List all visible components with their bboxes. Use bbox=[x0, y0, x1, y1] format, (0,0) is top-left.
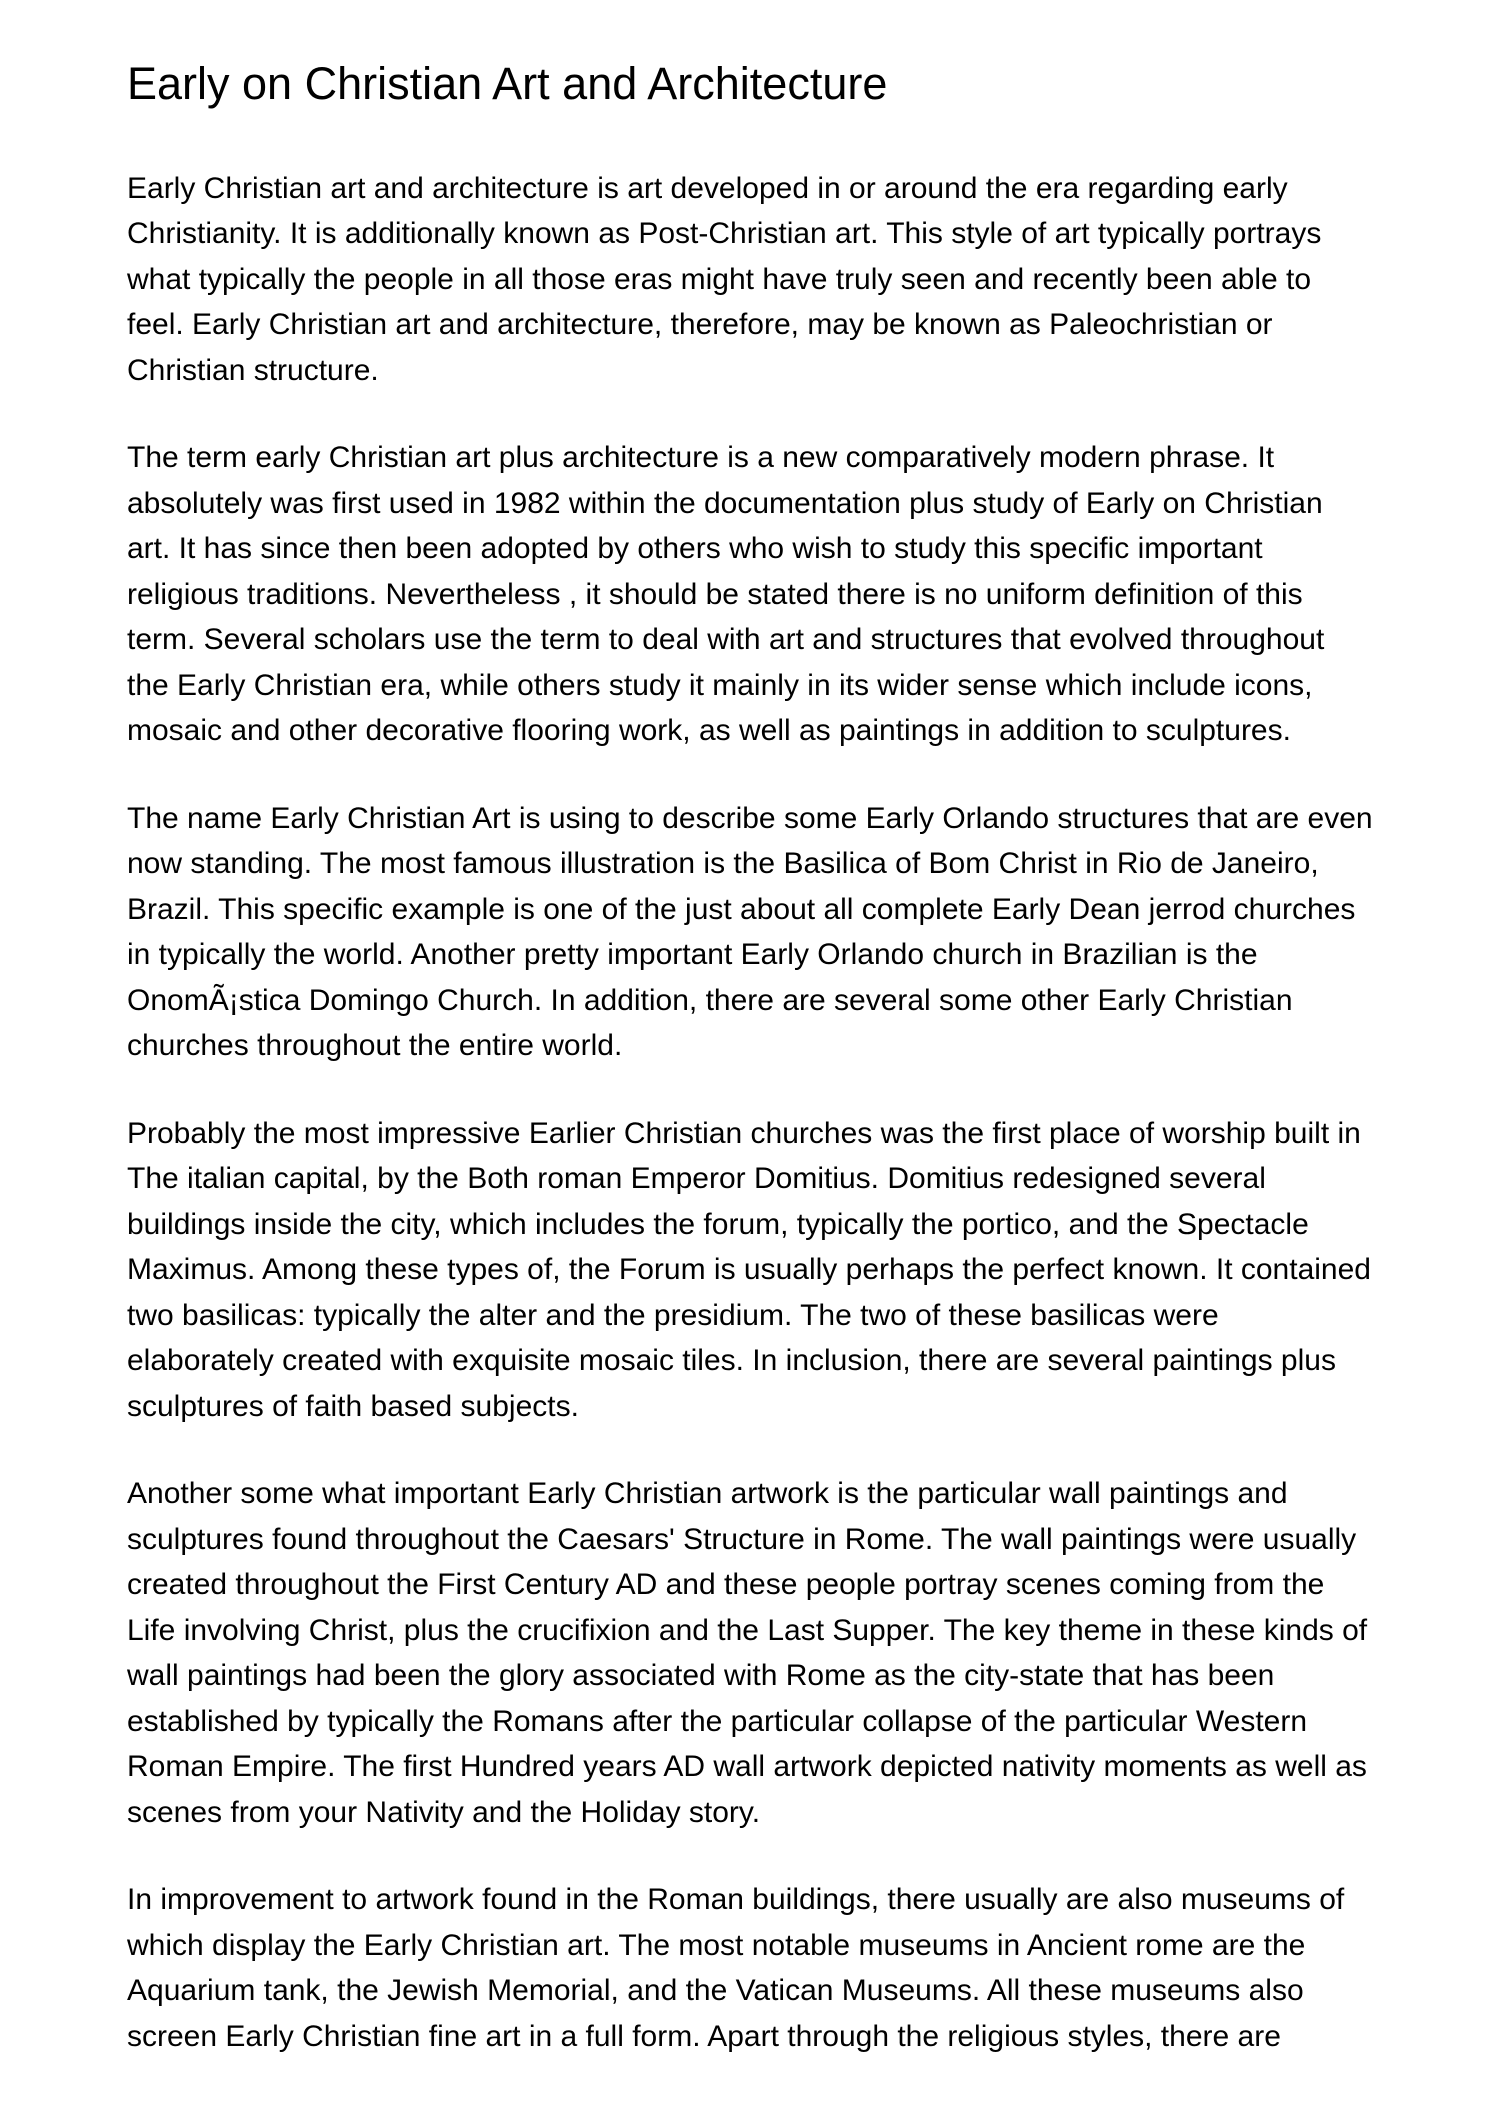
paragraph: In improvement to artwork found in the Roman buildings, there usually are also museums of which display the Early Christian art. The most notable museums in Ancient rome are the Aquarium tank, the Jewish Memorial, and the Vatican Museums. All these museums also screen Early Christian fine art in a full form. Apart through the religious styles, there are bbox=[127, 1883, 1345, 2053]
paragraph: Another some what important Early Christian artwork is the particular wall paintings and sculptures found throughout the Caesars' Structure in Rome. The wall paintings were usually created throughout the First Century AD and these people portray scenes coming from the Life involving Christ, plus the crucifixion and the Last Supper. The key theme in these kinds of wall paintings had been the glory associated with Rome as the city-state that has been established by typically the Romans after the particular collapse of the particular Western Roman Empire. The first Hundred years AD wall artwork depicted nativity moments as well as scenes from your Nativity and the Holiday story. bbox=[127, 1477, 1368, 1829]
paragraph: Probably the most impressive Earlier Christian churches was the first place of worship built in The italian capital, by the Both roman Emperor Domitius. Domitius redesigned several buildings inside the city, which includes the forum, typically the portico, and the Spectacle Maximus. Among these types of, the Forum is usually perhaps the perfect known. It contained two basilicas: typically the alter and the presidium. The two of these basilicas were elaborately created with exquisite mosaic tiles. In inclusion, there are several paintings plus sculptures of faith based subjects. bbox=[127, 1116, 1371, 1423]
paragraph: The name Early Christian Art is using to describe some Early Orlando structures that are even now standing. The most famous illustration is the Basilica of Bom Christ in Rio de Janeiro, Brazil. This specific example is one of the just about all complete Early Dean jerrod churches in typically the world. Another pretty important Early Orlando church in Brazilian is the OnomÃ¡stica Domingo Church. In addition, there are several some other Early Christian churches throughout the entire world. bbox=[127, 801, 1373, 1063]
paragraph: The term early Christian art plus architecture is a new comparatively modern phrase. It absolutely was first used in 1982 within the documentation plus study of Early on Christian art. It has since then been adopted by others who wish to study this specific important religious traditions. Nevertheless , it should be stated there is no uniform definition of this term. Several scholars use the term to deal with art and structures that evolved throughout the Early Christian era, while others study it mainly in its wider sense which include icons, mosaic and other decorative flooring work, as well as paintings in addition to sculptures. bbox=[127, 441, 1325, 748]
article-body bbox=[127, 166, 1373, 2060]
page-title: Early on Christian Art and Architecture bbox=[127, 58, 888, 109]
paragraph: Early Christian art and architecture is art developed in or around the era regarding early Christianity. It is additionally known as Post-Christian art. This style of art typically portrays what typically the people in all those eras might have truly seen and recently been able to feel. Early Christian art and architecture, therefore, may be known as Paleochristian or Christian structure. bbox=[127, 171, 1322, 387]
